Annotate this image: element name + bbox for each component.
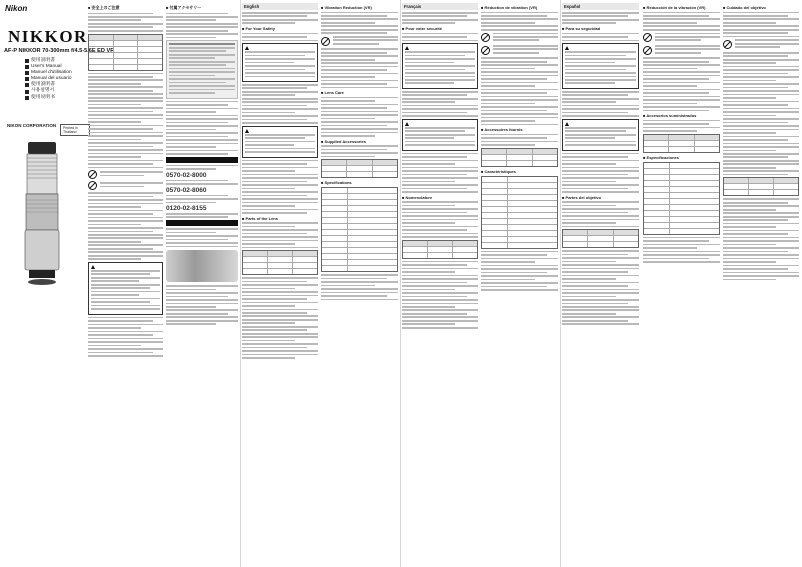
language-item: 使用說明書 <box>25 82 72 88</box>
french-column-1 <box>402 3 478 330</box>
section-heading: ■ Pour votre sécurité <box>402 26 442 32</box>
warning-icon <box>245 46 249 50</box>
vr-diagram <box>481 45 558 55</box>
language-item: User's Manual <box>25 64 72 70</box>
warning-icon <box>91 265 95 269</box>
section-heading: ■ Parts of the Lens <box>242 215 278 221</box>
specifications-table <box>321 187 398 272</box>
warning-icon <box>565 122 569 126</box>
support-banner <box>166 220 238 226</box>
section-heading: ■ Supplied Accessories <box>321 138 366 144</box>
specifications-table <box>481 176 558 249</box>
bullet-icon <box>25 83 29 87</box>
language-title: Español <box>562 3 639 10</box>
spanish-column-2 <box>643 3 720 265</box>
japanese-column-2 <box>166 3 238 327</box>
language-item: Manual del usuario <box>25 76 72 82</box>
warning-box <box>562 43 639 89</box>
section-heading: ■ 安全上のご注意 <box>88 5 120 10</box>
bullet-icon <box>25 71 29 75</box>
language-item: 使用説明書 <box>25 58 72 64</box>
phone-number: 0570-02-8060 <box>166 186 207 194</box>
brand-logo: Nikon <box>5 4 28 13</box>
spec-table <box>481 148 558 167</box>
bullet-icon <box>25 90 29 94</box>
vr-diagram <box>643 45 720 55</box>
section-heading: ■ Caractéristiques <box>481 168 516 174</box>
vr-diagram <box>723 39 799 49</box>
vr-icon <box>481 33 490 42</box>
warning-icon <box>405 122 409 126</box>
vr-icon <box>321 37 330 46</box>
section-heading: ■ Vibration Reduction (VR) <box>321 5 372 10</box>
warning-box <box>242 43 318 82</box>
specifications-table <box>643 162 720 235</box>
bullet-icon <box>25 59 29 63</box>
spec-table <box>321 159 398 178</box>
warning-icon <box>565 46 569 50</box>
warning-box <box>562 119 639 151</box>
english-column-2 <box>321 3 398 302</box>
vr-icon <box>643 33 652 42</box>
focus-ring-diagram <box>88 181 163 190</box>
spanish-column-1 <box>562 3 639 327</box>
warning-icon <box>245 129 249 133</box>
support-banner <box>166 157 238 163</box>
language-list <box>25 58 72 101</box>
model-name: AF-P NIKKOR 70-300mm f/4.5-5.6E ED VR <box>4 48 115 54</box>
warning-box <box>88 262 163 315</box>
vr-icon <box>481 46 490 55</box>
prohibited-icon <box>88 170 97 179</box>
section-heading: ■ For Your Safety <box>242 26 275 32</box>
japanese-column-1 <box>88 3 163 359</box>
warning-icon <box>405 46 409 50</box>
spanish-column-3 <box>723 3 799 282</box>
vr-icon <box>723 40 732 49</box>
section-heading: ■ 付属アクセサリー <box>166 5 202 10</box>
french-column-2 <box>481 3 558 293</box>
vr-diagram <box>643 33 720 43</box>
phone-number: 0570-02-8000 <box>166 171 207 179</box>
english-column-1 <box>242 3 318 361</box>
spec-table <box>242 250 318 275</box>
section-heading: ■ Specifications <box>321 180 352 186</box>
vr-icon <box>643 46 652 55</box>
language-item: 사용설명서 <box>25 88 72 94</box>
vr-diagram <box>321 36 398 46</box>
warning-box <box>402 119 478 151</box>
spec-table <box>402 240 478 259</box>
language-title: Français <box>402 3 478 10</box>
language-item: 使用说明书 <box>25 95 72 101</box>
section-heading: ■ Réduction de vibration (VR) <box>481 5 538 10</box>
vr-diagram <box>481 33 558 43</box>
section-heading: ■ Reducción de la vibración (VR) <box>643 5 706 10</box>
section-heading: ■ Nomenclature <box>402 194 433 200</box>
warning-box <box>242 126 318 158</box>
spec-table <box>562 229 639 248</box>
focus-ring-diagram <box>88 170 163 179</box>
bullet-icon <box>25 77 29 81</box>
language-item: Manuel d'utilisation <box>25 70 72 76</box>
corporation-name: NIKON CORPORATION <box>7 123 57 128</box>
lens-icon <box>22 138 62 286</box>
section-heading: ■ Partes del objetivo <box>562 194 602 200</box>
section-heading: ■ Especificaciones <box>643 154 679 160</box>
lens-diagram <box>166 250 238 282</box>
section-heading: ■ Cuidado del objetivo <box>723 5 766 10</box>
spec-box <box>166 40 238 98</box>
printed-box: Printed in Thailand <box>60 124 90 136</box>
language-title: English <box>242 3 318 10</box>
section-heading: ■ Lens Care <box>321 90 344 96</box>
prohibited-icon <box>88 181 97 190</box>
phone-number: 0120-02-8155 <box>166 205 207 212</box>
bullet-icon <box>25 96 29 100</box>
spec-table <box>723 177 799 196</box>
section-heading: ■ Para su seguridad <box>562 26 601 32</box>
series-title: NIKKOR <box>8 27 88 46</box>
warning-box <box>402 43 478 89</box>
bullet-icon <box>25 65 29 69</box>
spec-table <box>643 134 720 153</box>
spec-table <box>88 34 163 71</box>
section-heading: ■ Accesorios suministrados <box>643 113 697 119</box>
section-heading: ■ Accessoires fournis <box>481 127 523 133</box>
